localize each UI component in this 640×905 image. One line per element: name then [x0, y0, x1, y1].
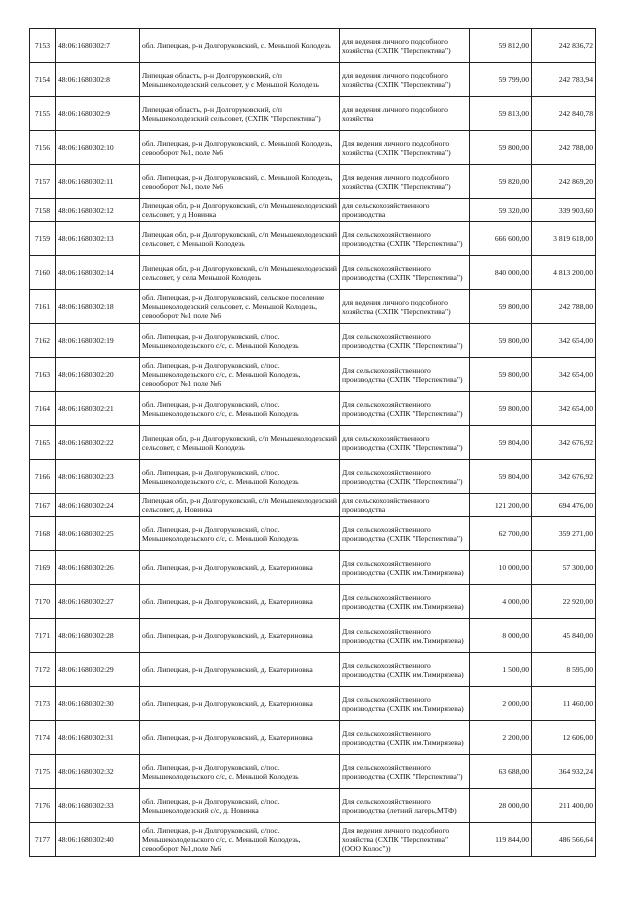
table-row	[30, 721, 596, 755]
table-row	[30, 97, 596, 131]
cadastral-number-cell: 48:06:1680302:8	[56, 63, 140, 97]
address-cell: Липецкая область, р-н Долгоруковский, с/п Меньшеколодезский сельсовет, (СХПК "Перспектива")	[140, 97, 340, 131]
cadastral-value-cell: 242 836,72	[532, 29, 596, 63]
address-cell: обл. Липецкая, р-н Долгоруковский, д. Екатериновка	[140, 721, 340, 755]
cadastral-value-cell: 242 788,00	[532, 131, 596, 165]
cadastral-value-cell: 211 400,00	[532, 789, 596, 823]
address-cell: Липецкая обл, р-н Долгоруковский, с/п Меньшеколодезский сельсовет, с Меньшой Колодезь	[140, 426, 340, 460]
address-cell: обл. Липецкая, р-н Долгоруковский, д. Екатериновка	[140, 551, 340, 585]
table-row	[30, 256, 596, 290]
cadastral-number-cell: 48:06:1680302:14	[56, 256, 140, 290]
table-row	[30, 687, 596, 721]
area-cell: 59 800,00	[470, 131, 532, 165]
table-row	[30, 426, 596, 460]
table-row	[30, 358, 596, 392]
area-cell: 59 813,00	[470, 97, 532, 131]
area-cell: 59 800,00	[470, 290, 532, 324]
land-use-cell: Для сельскохозяйственного производства (летний лагерь,МТФ)	[340, 789, 470, 823]
table-row	[30, 392, 596, 426]
cadastral-value-cell: 12 606,00	[532, 721, 596, 755]
address-cell: обл. Липецкая, р-н Долгоруковский, с. Меньшой Колодезь, севооборот №1, поле №6	[140, 165, 340, 199]
address-cell: обл. Липецкая, р-н Долгоруковский, с/пос. Меньшеколодезьского с/с, с. Меньшой Колодезь	[140, 755, 340, 789]
table-row	[30, 63, 596, 97]
land-use-cell: Для сельскохозяйственного производства (СХПК "Перспектива")	[340, 517, 470, 551]
cadastral-value-cell: 3 819 618,00	[532, 222, 596, 256]
cadastral-value-cell: 359 271,00	[532, 517, 596, 551]
row-number-cell: 7165	[30, 426, 56, 460]
cadastral-value-cell: 342 654,00	[532, 358, 596, 392]
table-row	[30, 199, 596, 222]
table-row	[30, 494, 596, 517]
cadastral-number-cell: 48:06:1680302:23	[56, 460, 140, 494]
cadastral-value-cell: 364 932,24	[532, 755, 596, 789]
land-use-cell: Для сельскохозяйственного производства (СХПК "Перспектива")	[340, 755, 470, 789]
land-use-cell: Для сельскохозяйственного производства (СХПК "Перспектива")	[340, 392, 470, 426]
address-cell: обл. Липецкая, р-н Долгоруковский, с/пос. Меньшеколодезьского с/с, с. Меньшой Колодезь	[140, 392, 340, 426]
cadastral-number-cell: 48:06:1680302:18	[56, 290, 140, 324]
cadastral-number-cell: 48:06:1680302:20	[56, 358, 140, 392]
land-use-cell: для ведения личного подсобного хозяйства (СХПК "Перспектива")	[340, 290, 470, 324]
land-use-cell: Для сельскохозяйственного производства (СХПК им.Тимирязева)	[340, 687, 470, 721]
row-number-cell: 7156	[30, 131, 56, 165]
row-number-cell: 7177	[30, 823, 56, 857]
table-body	[30, 29, 596, 857]
address-cell: Липецкая обл, р-н Долгоруковский, с/п Меньшеколодезский сельсовет, д. Новинка	[140, 494, 340, 517]
cadastral-value-cell: 339 903,60	[532, 199, 596, 222]
row-number-cell: 7159	[30, 222, 56, 256]
cadastral-number-cell: 48:06:1680302:31	[56, 721, 140, 755]
cadastral-value-cell: 8 595,00	[532, 653, 596, 687]
land-use-cell: Для ведения личного подсобного хозяйства (СХПК "Перспектива")	[340, 131, 470, 165]
table-row	[30, 619, 596, 653]
address-cell: обл. Липецкая, р-н Долгоруковский, д. Екатериновка	[140, 687, 340, 721]
cadastral-value-cell: 22 920,00	[532, 585, 596, 619]
row-number-cell: 7158	[30, 199, 56, 222]
address-cell: обл. Липецкая, р-н Долгоруковский, д. Екатериновка	[140, 585, 340, 619]
cadastral-value-cell: 242 840,78	[532, 97, 596, 131]
area-cell: 666 600,00	[470, 222, 532, 256]
area-cell: 59 812,00	[470, 29, 532, 63]
row-number-cell: 7153	[30, 29, 56, 63]
cadastral-number-cell: 48:06:1680302:32	[56, 755, 140, 789]
table-row	[30, 290, 596, 324]
area-cell: 10 000,00	[470, 551, 532, 585]
cadastral-number-cell: 48:06:1680302:12	[56, 199, 140, 222]
cadastral-number-cell: 48:06:1680302:40	[56, 823, 140, 857]
address-cell: обл. Липецкая, р-н Долгоруковский, с/пос. Меньшеколодезьского с/с, с. Меньшой Колодезь	[140, 517, 340, 551]
cadastral-number-cell: 48:06:1680302:10	[56, 131, 140, 165]
land-use-cell: Для сельскохозяйственного производства (СХПК "Перспектива")	[340, 256, 470, 290]
address-cell: обл. Липецкая, р-н Долгоруковский, сельское поселение Меньшеколодезский сельсовет, с. Меньшой Колодезь, севооборот №1 поле №6	[140, 290, 340, 324]
cadastral-value-cell: 342 654,00	[532, 392, 596, 426]
area-cell: 59 820,00	[470, 165, 532, 199]
address-cell: обл. Липецкая, р-н Долгоруковский, с. Меньшой Колодезь, севооборот №1, поле №6	[140, 131, 340, 165]
cadastral-number-cell: 48:06:1680302:22	[56, 426, 140, 460]
area-cell: 2 200,00	[470, 721, 532, 755]
area-cell: 63 688,00	[470, 755, 532, 789]
row-number-cell: 7161	[30, 290, 56, 324]
row-number-cell: 7166	[30, 460, 56, 494]
area-cell: 121 200,00	[470, 494, 532, 517]
area-cell: 840 000,00	[470, 256, 532, 290]
row-number-cell: 7154	[30, 63, 56, 97]
row-number-cell: 7174	[30, 721, 56, 755]
cadastral-number-cell: 48:06:1680302:11	[56, 165, 140, 199]
land-use-cell: Для сельскохозяйственного производства (СХПК "Перспектива")	[340, 324, 470, 358]
row-number-cell: 7176	[30, 789, 56, 823]
land-use-cell: Для сельскохозяйственного производства (СХПК "Перспектива")	[340, 222, 470, 256]
row-number-cell: 7175	[30, 755, 56, 789]
area-cell: 1 500,00	[470, 653, 532, 687]
cadastral-value-cell: 242 869,20	[532, 165, 596, 199]
area-cell: 59 804,00	[470, 460, 532, 494]
land-use-cell: Для сельскохозяйственного производства (СХПК "Перспектива")	[340, 358, 470, 392]
cadastral-number-cell: 48:06:1680302:9	[56, 97, 140, 131]
land-use-cell: для сельскохозяйственного производства	[340, 199, 470, 222]
table-row	[30, 585, 596, 619]
address-cell: обл. Липецкая, р-н Долгоруковский, с/пос. Меньшеколодезьского с/с, с. Меньшой Колодезь	[140, 324, 340, 358]
address-cell: Липецкая область, р-н Долгоруковский, с/п Меньшеколодезский сельсовет, у с Меньшой Колодезь	[140, 63, 340, 97]
cadastral-value-cell: 11 460,00	[532, 687, 596, 721]
land-use-cell: для сельскохозяйственного производства (СХПК "Перспектива")	[340, 426, 470, 460]
land-use-cell: Для сельскохозяйственного производства (СХПК им.Тимирязева)	[340, 619, 470, 653]
table-row	[30, 222, 596, 256]
table-row	[30, 460, 596, 494]
area-cell: 59 800,00	[470, 324, 532, 358]
land-registry-table	[29, 28, 596, 857]
cadastral-value-cell: 45 840,00	[532, 619, 596, 653]
land-use-cell: для сельскохозяйственного производства	[340, 494, 470, 517]
row-number-cell: 7170	[30, 585, 56, 619]
row-number-cell: 7167	[30, 494, 56, 517]
row-number-cell: 7157	[30, 165, 56, 199]
row-number-cell: 7172	[30, 653, 56, 687]
table-row	[30, 131, 596, 165]
area-cell: 59 800,00	[470, 392, 532, 426]
address-cell: обл. Липецкая, р-н Долгоруковский, с/пос. Меньшеколодезьского с/с, с. Меньшой Колодезь	[140, 460, 340, 494]
land-use-cell: Для сельскохозяйственного производства (СХПК им.Тимирязева)	[340, 721, 470, 755]
cadastral-number-cell: 48:06:1680302:24	[56, 494, 140, 517]
land-use-cell: Для сельскохозяйственного производства (СХПК им.Тимирязева)	[340, 551, 470, 585]
row-number-cell: 7162	[30, 324, 56, 358]
row-number-cell: 7163	[30, 358, 56, 392]
table-row	[30, 165, 596, 199]
cadastral-number-cell: 48:06:1680302:7	[56, 29, 140, 63]
cadastral-number-cell: 48:06:1680302:33	[56, 789, 140, 823]
land-use-cell: Для сельскохозяйственного производства (СХПК "Перспектива")	[340, 460, 470, 494]
row-number-cell: 7168	[30, 517, 56, 551]
table-row	[30, 823, 596, 857]
table-row	[30, 551, 596, 585]
land-use-cell: Для ведения личного подсобного хозяйства (СХПК "Перспектива" (ООО Колос"))	[340, 823, 470, 857]
table-row	[30, 789, 596, 823]
row-number-cell: 7171	[30, 619, 56, 653]
address-cell: Липецкая обл, р-н Долгоруковский, с/п Меньшеколодезский сельсовет, с Меньшой Колодезь	[140, 222, 340, 256]
table-row	[30, 517, 596, 551]
area-cell: 59 320,00	[470, 199, 532, 222]
cadastral-number-cell: 48:06:1680302:28	[56, 619, 140, 653]
cadastral-value-cell: 242 788,00	[532, 290, 596, 324]
cadastral-number-cell: 48:06:1680302:26	[56, 551, 140, 585]
address-cell: Липецкая обл, р-н Долгоруковский, с/п Меньшеколодезский сельсовет, у села Меньшой Колодезь	[140, 256, 340, 290]
address-cell: Липецкая обл, р-н Долгоруковский, с/п Меньшеколодезский сельсовет, у д Новинка	[140, 199, 340, 222]
address-cell: обл. Липецкая, р-н Долгоруковский, с/пос. Меньшеколодезский с/с, д. Новинка	[140, 789, 340, 823]
cadastral-number-cell: 48:06:1680302:30	[56, 687, 140, 721]
area-cell: 28 000,00	[470, 789, 532, 823]
row-number-cell: 7173	[30, 687, 56, 721]
land-use-cell: для ведения личного подсобного хозяйства (СХПК "Перспектива")	[340, 29, 470, 63]
table-row	[30, 324, 596, 358]
area-cell: 4 000,00	[470, 585, 532, 619]
cadastral-value-cell: 342 676,92	[532, 460, 596, 494]
area-cell: 59 799,00	[470, 63, 532, 97]
area-cell: 62 700,00	[470, 517, 532, 551]
table-row	[30, 653, 596, 687]
land-use-cell: для ведения личного подсобного хозяйства	[340, 97, 470, 131]
area-cell: 59 804,00	[470, 426, 532, 460]
row-number-cell: 7164	[30, 392, 56, 426]
address-cell: обл. Липецкая, р-н Долгоруковский, с. Меньшой Колодезь	[140, 29, 340, 63]
area-cell: 59 800,00	[470, 358, 532, 392]
land-use-cell: для ведения личного подсобного хозяйства (СХПК "Перспектива")	[340, 63, 470, 97]
land-use-cell: Для сельскохозяйственного производства (СХПК им.Тимирязева)	[340, 585, 470, 619]
land-use-cell: Для сельскохозяйственного производства (СХПК им.Тимирязева)	[340, 653, 470, 687]
table-row	[30, 29, 596, 63]
cadastral-value-cell: 342 654,00	[532, 324, 596, 358]
cadastral-value-cell: 57 300,00	[532, 551, 596, 585]
table-row	[30, 755, 596, 789]
address-cell: обл. Липецкая, р-н Долгоруковский, с/пос. Меньшеколодезьского с/с, с. Меньшой Колодезь, севооборот №1 поле №6	[140, 358, 340, 392]
land-use-cell: Для ведения личного подсобного хозяйства (СХПК "Перспектива")	[340, 165, 470, 199]
cadastral-value-cell: 342 676,92	[532, 426, 596, 460]
area-cell: 8 000,00	[470, 619, 532, 653]
area-cell: 2 000,00	[470, 687, 532, 721]
cadastral-number-cell: 48:06:1680302:13	[56, 222, 140, 256]
cadastral-number-cell: 48:06:1680302:19	[56, 324, 140, 358]
area-cell: 119 844,00	[470, 823, 532, 857]
row-number-cell: 7160	[30, 256, 56, 290]
cadastral-number-cell: 48:06:1680302:25	[56, 517, 140, 551]
cadastral-number-cell: 48:06:1680302:27	[56, 585, 140, 619]
cadastral-number-cell: 48:06:1680302:21	[56, 392, 140, 426]
cadastral-number-cell: 48:06:1680302:29	[56, 653, 140, 687]
address-cell: обл. Липецкая, р-н Долгоруковский, д. Екатериновка	[140, 619, 340, 653]
cadastral-value-cell: 4 813 200,00	[532, 256, 596, 290]
address-cell: обл. Липецкая, р-н Долгоруковский, д. Екатериновка	[140, 653, 340, 687]
row-number-cell: 7155	[30, 97, 56, 131]
cadastral-value-cell: 486 566,64	[532, 823, 596, 857]
cadastral-value-cell: 242 783,94	[532, 63, 596, 97]
row-number-cell: 7169	[30, 551, 56, 585]
cadastral-value-cell: 694 476,00	[532, 494, 596, 517]
address-cell: обл. Липецкая, р-н Долгоруковский, с/пос. Меньшеколодезьского с/с, с. Меньшой Колодезь, севооборот №1,поле №6	[140, 823, 340, 857]
